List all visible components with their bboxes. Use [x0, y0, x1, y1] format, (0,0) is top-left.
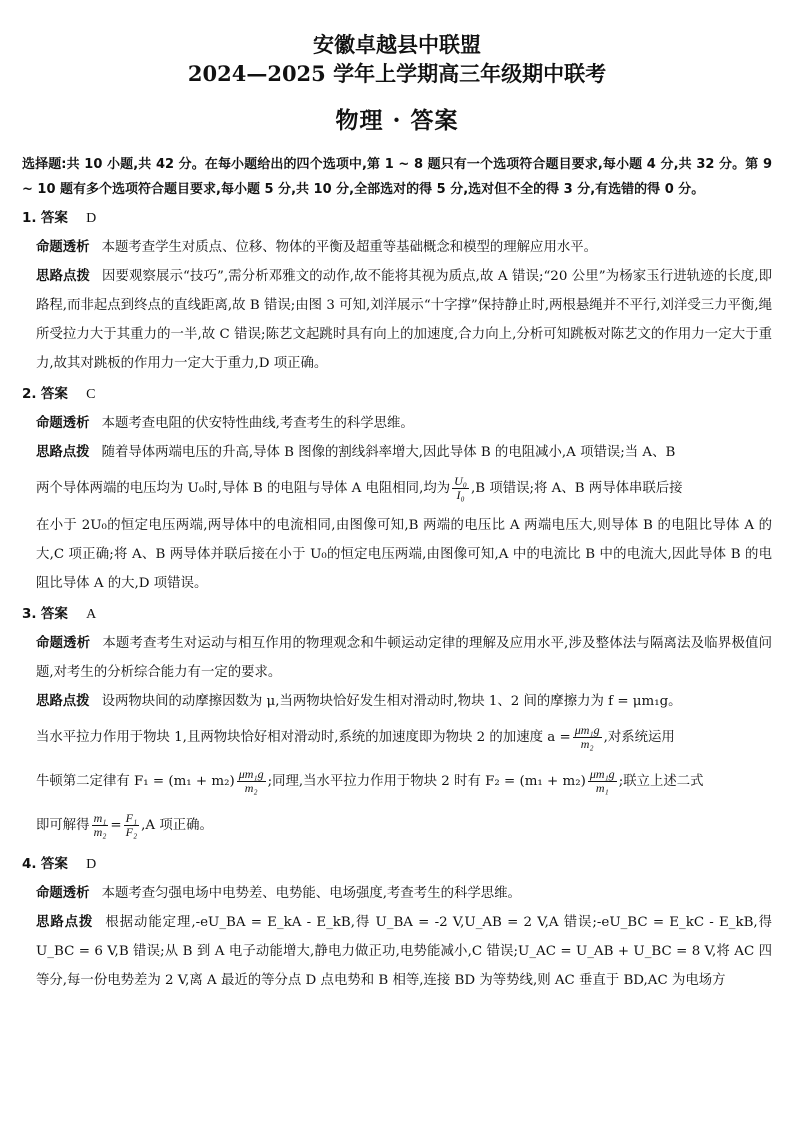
analysis-text: 本题考查考生对运动与相互作用的物理观念和牛顿运动定律的理解及应用水平,涉及整体法与隔离法及临界极值问题,对考生的分析综合能力有一定的要求。	[36, 636, 772, 680]
question-2-header	[22, 380, 772, 409]
answer-label: 答案	[40, 606, 68, 622]
answer-label: 答案	[40, 386, 68, 402]
alliance-title: 安徽卓越县中联盟	[313, 32, 481, 57]
question-number: 3.	[22, 606, 37, 622]
hint-label: 思路点拨	[36, 915, 94, 930]
analysis-label: 命题透析	[36, 240, 90, 255]
question-2-hint	[22, 438, 772, 598]
answer-value: C	[86, 387, 96, 402]
question-number: 4.	[22, 856, 37, 872]
hint-text-i: ,A 项正确。	[141, 818, 213, 833]
hint-text-a: 设两物块间的动摩擦因数为 μ,当两物块恰好发生相对滑动时,物块 1、2 间的摩擦力为 f = μm₁g。	[101, 694, 682, 709]
fraction-m1-m2: $\frac{\text{m₁}}{\text{m₂}}$	[93, 811, 107, 839]
question-3-hint	[22, 687, 772, 848]
question-4-hint	[22, 908, 772, 995]
question-2	[22, 380, 772, 598]
question-3	[22, 600, 772, 848]
question-4-header	[22, 850, 772, 879]
question-3-header	[22, 600, 772, 629]
equals-sign: =	[110, 818, 122, 833]
hint-label: 思路点拨	[36, 694, 90, 709]
question-4	[22, 850, 772, 995]
analysis-text: 本题考查电阻的伏安特性曲线,考查考生的科学思维。	[101, 416, 414, 431]
fraction-f2-term: $\frac{\text{μm₁g}}{\text{m₁}}$	[589, 767, 615, 795]
hint-text-b: 两个导体两端的电压均为 U₀时,导体 B 的电阻与导体 A 电阻相同,均为	[36, 481, 451, 496]
hint-text-d: 在小于 2U₀的恒定电压两端,两导体中的电流相同,由图像可知,B 两端的电压比 A 两端电压大,则导体 B 的电阻比导体 A 的大,C 项正确;将 A、B 两导体并联后接在小于 U₀的恒定电压两端,由图像可知,A 中的电流比 B 中的电流大,因此导体 B 的电阻比导体 A 的大,D 项错误。	[36, 518, 772, 591]
analysis-label: 命题透析	[36, 636, 91, 651]
section-intro: 选择题:共 10 小题,共 42 分。在每小题给出的四个选项中,第 1 ~ 8 题只有一个选项符合题目要求,每小题 4 分,共 32 分。第 9 ~ 10 题有多个选项符合题目要求,每小题 5 分,共 10 分,全部选对的得 5 分,选对但不全的得 3 分,有选错的得 0 分。	[22, 157, 772, 197]
question-number: 2.	[22, 386, 37, 402]
answer-value: D	[86, 211, 97, 226]
hint-label: 思路点拨	[36, 445, 90, 460]
hint-text-e: ;同理,当水平拉力作用于物块 2 时有 F₂ = (m₁ + m₂)	[267, 774, 586, 789]
analysis-label: 命题透析	[36, 886, 90, 901]
fraction-mu-m1g-m2: $\frac{\text{μm₁g}}{\text{m₂}}$	[574, 723, 600, 751]
hint-text-b: 当水平拉力作用于物块 1,且两物块恰好相对滑动时,系统的加速度即为物块 2 的加速度 a =	[36, 730, 571, 745]
hint-text: 根据动能定理,-eU_BA = E_kA - E_kB,得 U_BA = -2 V,U_AB = 2 V,A 错误;-eU_BC = E_kC - E_kB,得 U_BC = 6 V,B 错误;从 B 到 A 电子动能增大,静电力做正功,电势能减小,C 错误;U_AC = U_AB + U_BC = 8 V,将 AC 四等分,每一份电势差为 2 V,离 A 最近的等分点 D 点电势和 B 相等,连接 BD 为等势线,则 AC 垂直于 BD,AC 为电场方	[36, 915, 773, 988]
subject-title: 物理 · 答案	[335, 107, 459, 134]
fraction-f1-f2: $\frac{\text{F₁}}{\text{F₂}}$	[125, 811, 138, 839]
hint-text-c: ,对系统运用	[603, 730, 675, 745]
question-1	[22, 204, 772, 378]
fraction-u0-i0: $\frac{\text{U₀}}{\text{I₀}}$	[454, 474, 467, 502]
question-3-analysis	[22, 629, 772, 687]
analysis-label: 命题透析	[36, 416, 90, 431]
hint-text-g: 即可解得	[36, 818, 90, 833]
question-4-analysis	[22, 879, 772, 908]
answer-value: A	[86, 607, 97, 622]
answer-label: 答案	[40, 210, 68, 226]
exam-title: 2024—2025 学年上学期高三年级期中联考	[187, 61, 607, 86]
hint-text-c: ,B 项错误;将 A、B 两导体串联后接	[470, 481, 683, 496]
hint-text-f: ;联立上述二式	[618, 774, 704, 789]
question-1-analysis	[22, 233, 772, 262]
question-2-analysis	[22, 409, 772, 438]
hint-text-d: 牛顿第二定律有 F₁ = (m₁ + m₂)	[36, 774, 235, 789]
analysis-text: 本题考查匀强电场中电势差、电势能、电场强度,考查考生的科学思维。	[101, 886, 521, 901]
question-1-hint	[22, 262, 772, 378]
hint-text: 因要观察展示“技巧”,需分析邓雅文的动作,故不能将其视为质点,故 A 错误;“20 公里”为杨家玉行进轨迹的长度,即路程,而非起点到终点的直线距离,故 B 错误;由图 3 可知,刘洋展示“十字撑”保持静止时,两根悬绳并不平行,刘洋受三力平衡,绳所受拉力大于其重力的一半,故 C 错误;陈艺文起跳时具有向上的加速度,合力向上,分析可知跳板对陈艺文的作用力一定大于重力,故其对跳板的作用力一定大于重力,D 项正确。	[36, 269, 772, 371]
question-1-header	[22, 204, 772, 233]
answer-value: D	[86, 857, 97, 872]
analysis-text: 本题考查学生对质点、位移、物体的平衡及超重等基础概念和模型的理解应用水平。	[101, 240, 598, 255]
hint-label: 思路点拨	[36, 269, 91, 284]
hint-text-a: 随着导体两端电压的升高,导体 B 图像的割线斜率增大,因此导体 B 的电阻减小,A 项错误;当 A、B	[101, 445, 676, 460]
fraction-f1-term: $\frac{\text{μm₁g}}{\text{m₂}}$	[238, 767, 264, 795]
answer-label: 答案	[40, 856, 68, 872]
question-number: 1.	[22, 210, 37, 226]
